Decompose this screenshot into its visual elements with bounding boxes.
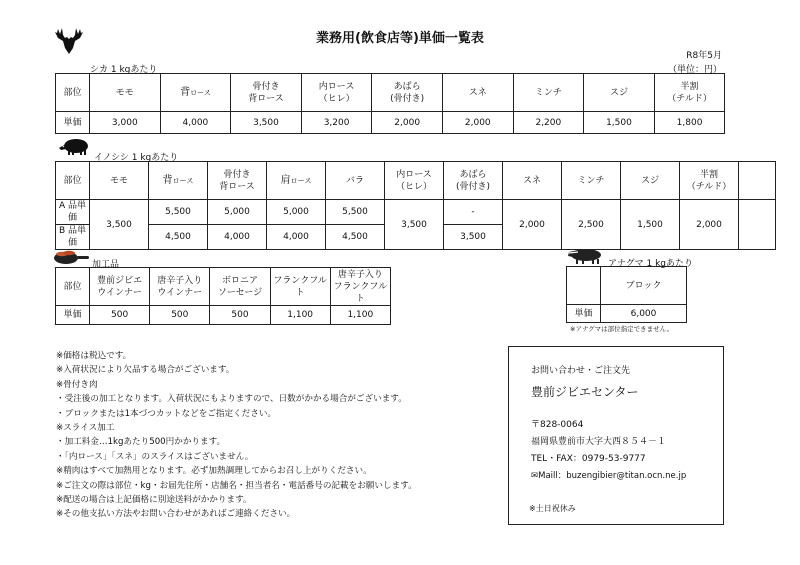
cell: 1,100 <box>330 306 390 325</box>
cell: モモ <box>90 74 161 112</box>
cell: 内ロース （ヒレ） <box>301 74 372 112</box>
badger-icon <box>566 244 604 266</box>
note-item: ・加工料金…1kgあたり500円かかります。 <box>56 437 226 448</box>
cell: 1,500 <box>621 200 680 250</box>
cell: 単価 <box>567 305 601 323</box>
badger-price-table <box>566 266 687 323</box>
sausage-pan-icon <box>52 244 90 266</box>
processed-price-table <box>55 267 391 325</box>
cell: 3,200 <box>301 112 372 134</box>
note-item: ・ブロックまたは1本づつカットなどをご指定ください。 <box>56 408 277 419</box>
cell: バラ <box>326 162 385 200</box>
cell: A 品単価 <box>56 200 90 225</box>
processed-header-row <box>56 268 391 306</box>
badger-caption: アナグマ 1 kgあたり <box>608 259 694 269</box>
cell: 2,500 <box>562 200 621 250</box>
contact-mail-link[interactable]: ✉Maill：buzengibier@titan.ocn.ne.jp <box>531 471 687 481</box>
cell <box>739 162 776 200</box>
date-text: R8年5月 <box>686 51 722 61</box>
cell: 1,800 <box>654 112 725 134</box>
cell: 単価 <box>56 112 90 134</box>
cell: 豊前ジビエ ウインナー <box>90 268 150 306</box>
cell: 2,000 <box>503 200 562 250</box>
cell <box>739 200 776 250</box>
badger-price-row <box>567 305 687 323</box>
note-item: ※入荷状況により欠品する場合がございます。 <box>56 365 235 376</box>
boar-icon <box>58 136 90 156</box>
processed-price-row <box>56 306 391 325</box>
deer-caption: シカ 1 kgあたり <box>90 65 158 75</box>
cell: スネ <box>442 74 513 112</box>
contact-holiday: ※土日祝休み <box>529 504 576 513</box>
cell: 部位 <box>56 162 90 200</box>
boar-caption: イノシシ 1 kgあたり <box>94 153 179 163</box>
cell: 肩ロース <box>267 162 326 200</box>
cell: 唐辛子入り ウインナー <box>150 268 210 306</box>
cell: 部位 <box>56 74 90 112</box>
cell: 半割 （チルド） <box>654 74 725 112</box>
cell: 500 <box>150 306 210 325</box>
cell: 2,000 <box>680 200 739 250</box>
cell: スネ <box>503 162 562 200</box>
cell: 部位 <box>56 268 90 306</box>
note-item: ※骨付き肉 <box>56 379 98 390</box>
cell: 背ロース <box>149 162 208 200</box>
note-item: ※精肉はすべて加熱用となります。必ず加熱調理してからお召し上がりください。 <box>56 466 372 477</box>
cell: 2,000 <box>442 112 513 134</box>
note-item: ※スライス加工 <box>56 423 115 434</box>
badger-header-row <box>567 267 687 305</box>
cell: 5,000 <box>267 200 326 225</box>
cell: 骨付き 背ロース <box>208 162 267 200</box>
deer-header-row <box>56 74 725 112</box>
cell: 1,100 <box>270 306 330 325</box>
note-item: ・受注後の加工となります。入荷状況にもよりますので、日数がかかる場合がございます。 <box>56 394 407 405</box>
contact-address: 福岡県豊前市大字大西８５４－１ <box>531 437 667 447</box>
unit-text: （単位：円） <box>667 65 722 75</box>
boar-header-row <box>56 162 776 200</box>
cell: 5,000 <box>208 200 267 225</box>
cell: ブロック <box>601 267 687 305</box>
cell: 骨付き 背ロース <box>231 74 302 112</box>
notes-list <box>56 349 417 522</box>
cell: あばら (骨付き) <box>372 74 443 112</box>
deer-head-icon <box>52 24 86 58</box>
cell: 内ロース （ヒレ） <box>385 162 444 200</box>
cell: 4,000 <box>208 225 267 250</box>
cell: 500 <box>90 306 150 325</box>
note-item: ※ご注文の際は部位・kg・お届先住所・店舗名・担当者名・電話番号の記載をお願いします。 <box>56 480 417 491</box>
note-item: ※配送の場合は上記価格に別途送料がかかります。 <box>56 495 252 506</box>
cell: 4,500 <box>326 225 385 250</box>
cell: 3,000 <box>90 112 161 134</box>
note-item: ※価格は税込です。 <box>56 351 132 361</box>
deer-price-table <box>55 73 725 134</box>
contact-postal: 〒828-0064 <box>531 420 584 430</box>
note-item: ※その他支払い方法やお問い合わせがあればご連絡ください。 <box>56 509 296 520</box>
cell: 3,500 <box>231 112 302 134</box>
processed-caption: 加工品 <box>92 260 120 270</box>
contact-inquiry: お問い合わせ・ご注文先 <box>531 366 631 376</box>
cell: スジ <box>621 162 680 200</box>
cell: フランクフルト <box>270 268 330 306</box>
deer-price-row <box>56 112 725 134</box>
contact-name: 豊前ジビエセンター <box>531 385 639 399</box>
cell: ボロニア ソーセージ <box>210 268 270 306</box>
cell: あばら (骨付き) <box>444 162 503 200</box>
cell <box>567 267 601 305</box>
cell: 3,500 <box>385 200 444 250</box>
cell: 500 <box>210 306 270 325</box>
cell: 4,500 <box>149 225 208 250</box>
cell: 5,500 <box>326 200 385 225</box>
boar-grade-a-row <box>56 200 776 225</box>
cell: 3,500 <box>444 225 503 250</box>
cell: 単価 <box>56 306 90 325</box>
note-item: ・「内ロース」「スネ」のスライスはございません。 <box>56 451 254 462</box>
contact-tel: TEL・FAX：0979-53-9777 <box>531 454 646 464</box>
cell: 3,500 <box>90 200 149 250</box>
boar-price-table <box>55 161 776 250</box>
cell: 4,000 <box>160 112 231 134</box>
cell: 1,500 <box>584 112 655 134</box>
cell: 6,000 <box>601 305 687 323</box>
contact-box <box>508 346 724 525</box>
cell: ミンチ <box>513 74 584 112</box>
cell: 2,000 <box>372 112 443 134</box>
cell: モモ <box>90 162 149 200</box>
page-title: 業務用(飲食店等)単価一覧表 <box>316 31 484 46</box>
cell: 4,000 <box>267 225 326 250</box>
cell: 唐辛子入り フランクフルト <box>330 268 390 306</box>
cell: スジ <box>584 74 655 112</box>
cell: 半割 （チルド） <box>680 162 739 200</box>
cell: 背ロース <box>160 74 231 112</box>
cell: 5,500 <box>149 200 208 225</box>
badger-footnote: ※アナグマは部位指定できません。 <box>570 325 674 333</box>
cell: - <box>444 200 503 225</box>
cell: 2,200 <box>513 112 584 134</box>
cell: ミンチ <box>562 162 621 200</box>
cell: B 品単価 <box>56 225 90 250</box>
